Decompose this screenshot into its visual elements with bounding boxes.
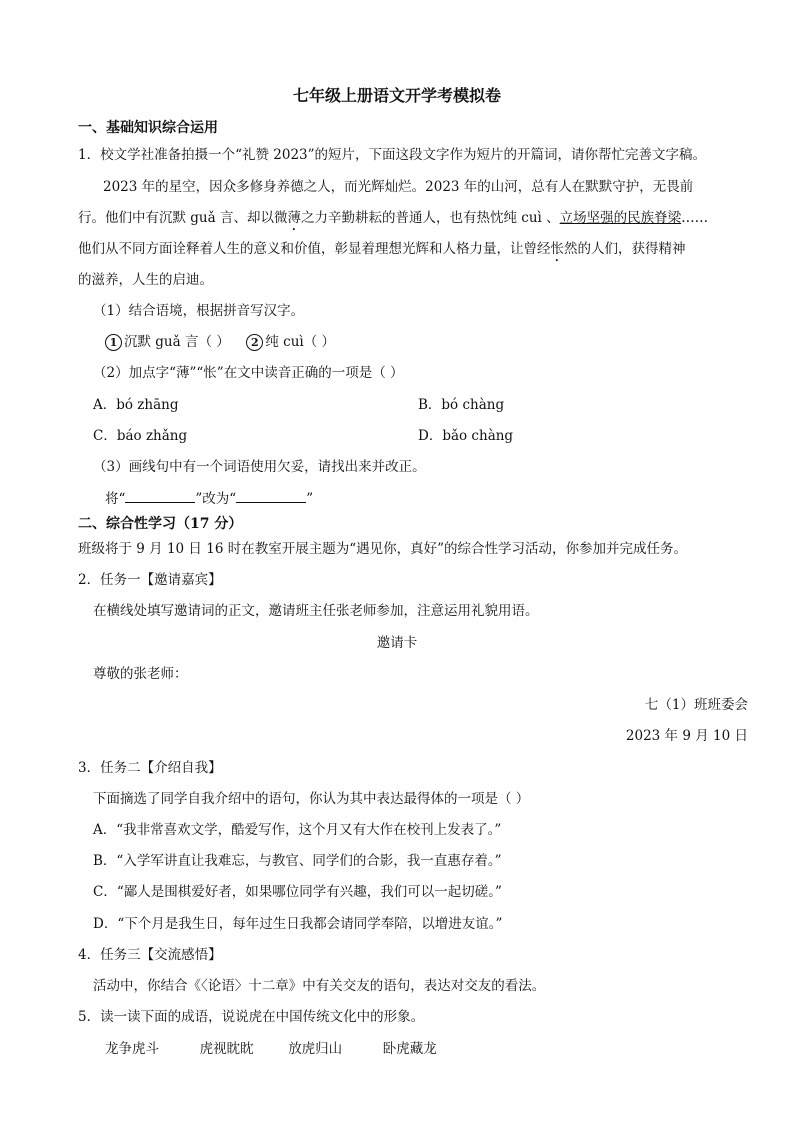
section-2-intro: 班级将于 9 月 10 日 16 时在教室开展主题为“遇见你，真好”的综合性学习活动，你参加并完成任务。 [78,541,687,557]
answer-blank[interactable] [125,488,195,503]
dotted-char-chang: 怅 [550,241,564,257]
page-title: 七年级上册语文开学考模拟卷 [292,86,501,105]
option-d: D．bǎo chàng [418,428,514,444]
sub1-item-1: 沉默 guǎ 言（ ） [124,334,230,350]
section-1-heading: 一、基础知识综合运用 [78,120,218,136]
q2-heading: 2．任务一【邀请嘉宾】 [78,572,222,588]
idiom-list [105,1039,437,1059]
passage-text: …… [681,210,709,226]
q3-option-b: B．“入学军讲直让我难忘，与教官、同学们的合影，我一直惠存着。” [93,853,502,869]
option-a: A．bó zhāng [93,397,179,413]
q3-option-d: D．“下个月是我生日，每年过生日我都会请同学奉陪，以增进友谊。” [93,916,503,932]
invitation-signature: 七（1）班班委会 [644,697,748,713]
fill-text: 将“ [105,491,126,507]
passage-line-3 [78,239,686,265]
passage-text: 然的人们，获得精神 [564,241,686,257]
invitation-salutation: 尊敬的张老师： [93,666,188,682]
sub1-item-2: 纯 cuì（ ） [265,334,336,350]
sub-question-1: （1）结合语境，根据拼音写汉字。 [93,303,305,319]
invitation-card-title: 邀请卡 [376,635,418,651]
sub3-fill [105,488,313,509]
idiom-item: 卧虎藏龙 [382,1041,437,1057]
circled-number-2: 2 [246,334,263,351]
q3-heading: 3．任务二【介绍自我】 [78,760,222,776]
q4-heading: 4．任务三【交流感悟】 [78,947,222,963]
idiom-item: 龙争虎斗 [105,1041,159,1057]
q3-text: 下面摘选了同学自我介绍中的语句，你认为其中表达最得体的一项是（ ） [93,791,530,807]
underlined-phrase: 立场坚强的民族脊梁 [559,210,682,226]
q5-text: 5．读一读下面的成语，说说虎在中国传统文化中的形象。 [78,1009,425,1025]
sub-question-3: （3）画线句中有一个词语使用欠妥，请找出来并改正。 [93,459,426,475]
passage-line-2 [78,208,708,234]
idiom-item: 放虎归山 [288,1041,343,1057]
section-2-heading: 二、综合性学习（17 分） [78,516,243,532]
fill-text: ”改为“ [195,491,237,507]
fill-text: ” [306,491,314,507]
passage-line-4: 的滋养，人生的启迪。 [78,272,213,288]
q3-option-c: C．“鄙人是围棋爱好者，如果哪位同学有兴趣，我们可以一起切磋。” [93,884,502,900]
q1-stem: 1．校文学社准备拍摄一个“礼赞 2023”的短片，下面这段文字作为短片的开篇词，请你帮忙完善文字稿。 [78,147,707,163]
q4-text: 活动中，你结合《〈论语〉十二章》中有关交友的语句，表达对交友的看法。 [93,978,546,994]
option-b: B．bó chàng [418,397,505,413]
answer-blank[interactable] [236,488,306,503]
passage-line-1: 2023 年的星空，因众多修身养德之人，而光辉灿烂。2023 年的山河，总有人在默默守护，无畏前 [103,179,694,195]
circled-number-1: 1 [105,334,122,351]
q3-option-a: A．“我非常喜欢文学，酷爱写作，这个月又有大作在校刊上发表了。” [93,822,502,838]
sub-question-2: （2）加点字“薄”“怅”在文中读音正确的一项是（ ） [93,365,404,381]
passage-text: 之力辛勤耕耘的普通人，也有热忱纯 cuì 、 [300,210,560,226]
q2-text: 在横线处填写邀请词的正文，邀请班主任张老师参加，注意运用礼貌用语。 [93,603,539,619]
idiom-item: 虎视眈眈 [199,1041,254,1057]
sub1-items [105,332,335,352]
option-c: C．báo zhǎng [93,428,188,444]
passage-text: 行。他们中有沉默 guǎ 言、却以微 [78,210,288,226]
dotted-char-bo: 薄 [287,210,301,226]
invitation-date: 2023 年 9 月 10 日 [625,728,748,744]
passage-text: 他们从不同方面诠释着人生的意义和价值，彰显着理想光辉和人格力量，让曾经 [78,241,551,257]
